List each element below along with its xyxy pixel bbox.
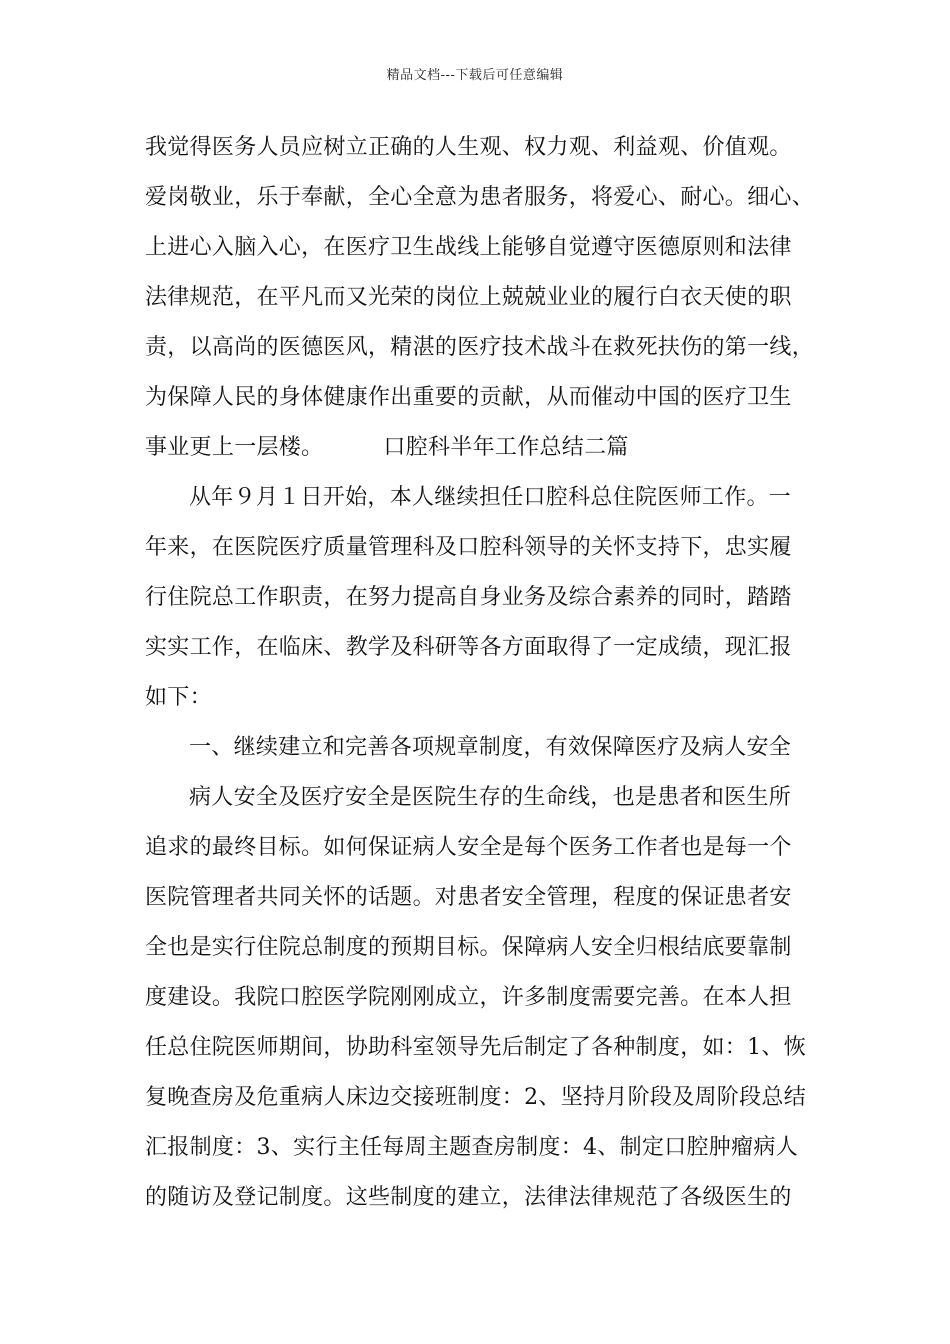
text-line: 追求的最终目标。如何保证病人安全是每个医务工作者也是每一个 (145, 835, 792, 860)
text-line: 法律规范，在平凡而又光荣的岗位上兢兢业业的履行白衣天使的职 (145, 285, 792, 310)
text-line-with-title (145, 430, 825, 480)
section-heading: 一、继续建立和完善各项规章制度，有效保障医疗及病人安全 (189, 735, 792, 760)
text-line: 如下： (145, 685, 212, 710)
text-line: 爱岗敬业，乐于奉献，全心全意为患者服务，将爱心、耐心。细心、 (145, 185, 815, 210)
text-line: 行住院总工作职责，在努力提高自身业务及综合素养的同时，踏踏 (145, 585, 792, 610)
text-line: 复晚查房及危重病人床边交接班制度：2、坚持月阶段及周阶段总结 (145, 1085, 806, 1110)
paragraph-start: 从年９月１日开始，本人继续担任口腔科总住院医师工作。一 (189, 485, 792, 510)
text-line: 的随访及登记制度。这些制度的建立，法律法律规范了各级医生的 (145, 1185, 792, 1210)
text-line: 任总住院医师期间，协助科室领导先后制定了各种制度，如：1、恢 (145, 1035, 806, 1060)
text-line: 实实工作，在临床、教学及科研等各方面取得了一定成绩，现汇报 (145, 635, 792, 660)
text-line: 上进心入脑入心，在医疗卫生战线上能够自觉遵守医德原则和法律 (145, 235, 792, 260)
text-line: 医院管理者共同关怀的话题。对患者安全管理，程度的保证患者安 (145, 885, 792, 910)
paragraph-start: 病人安全及医疗安全是医院生存的生命线，也是患者和医生所 (189, 785, 792, 810)
text-line: 汇报制度：3、实行主任每周主题查房制度：4、制定口腔肿瘤病人 (145, 1135, 798, 1160)
text-line: 为保障人民的身体健康作出重要的贡献，从而催动中国的医疗卫生 (145, 385, 792, 410)
page-header: 精品文档---下载后可任意编辑 (386, 68, 564, 83)
section-title: 口腔科半年工作总结二篇 (383, 435, 629, 460)
text-line: 年来，在医院医疗质量管理科及口腔科领导的关怀支持下，忠实履 (145, 535, 792, 560)
text-line: 我觉得医务人员应树立正确的人生观、权力观、利益观、价值观。 (145, 135, 792, 160)
text-line: 全也是实行住院总制度的预期目标。保障病人安全归根结底要靠制 (145, 935, 792, 960)
document-body (145, 130, 825, 1230)
text-line: 度建设。我院口腔医学院刚刚成立，许多制度需要完善。在本人担 (145, 985, 792, 1010)
text-line: 责，以高尚的医德医风，精湛的医疗技术战斗在救死扶伤的第一线， (145, 335, 815, 360)
text-fragment: 事业更上一层楼。 (145, 435, 324, 460)
